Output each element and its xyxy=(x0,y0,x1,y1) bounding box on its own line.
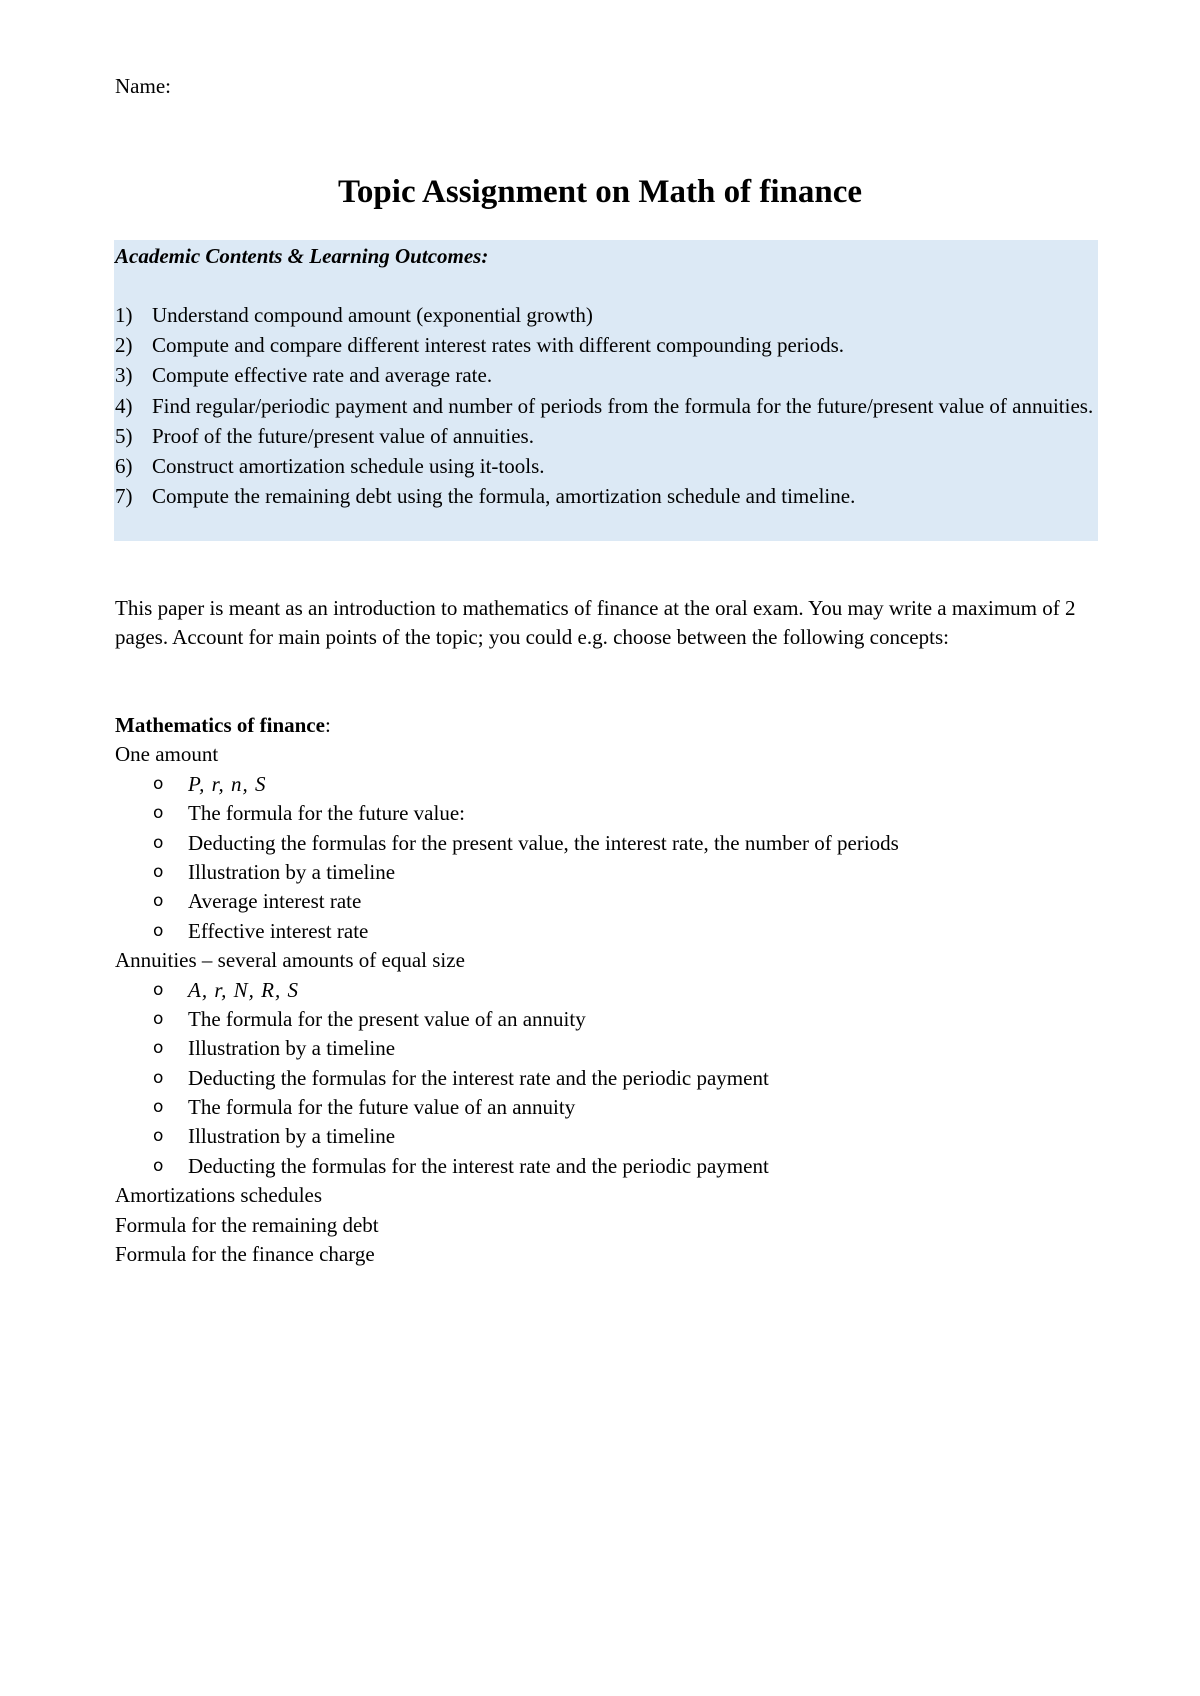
outcome-number: 4) xyxy=(115,393,133,418)
outcome-text: Proof of the future/present value of annuities. xyxy=(152,423,534,448)
outcomes-list xyxy=(114,300,1098,511)
list-item-text: Illustration by a timeline xyxy=(188,1036,396,1061)
list-item-text: The formula for the future value of an annuity xyxy=(188,1095,576,1120)
outcome-number: 7) xyxy=(115,484,133,509)
intro-paragraph: This paper is meant as an introduction to mathematics of finance at the oral exam. You may write a maximum of 2 pages. Account for main points of the topic; you could e.g. choose between the following concepts: xyxy=(115,596,1076,649)
finance-charge-label: Formula for the finance charge xyxy=(115,1242,375,1267)
outcome-item xyxy=(114,391,1098,421)
topics-heading: Mathematics of finance xyxy=(115,713,325,737)
list-item-text: The formula for the present value of an annuity xyxy=(188,1006,586,1031)
topics-list xyxy=(115,711,899,1269)
list-item xyxy=(115,917,899,946)
circle-bullet-icon: o xyxy=(153,1008,164,1029)
list-item-text: Average interest rate xyxy=(188,889,362,914)
list-item-text: Deducting the formulas for the interest rate and the periodic payment xyxy=(188,1065,769,1090)
circle-bullet-icon: o xyxy=(153,1038,164,1059)
list-item-text: The formula for the future value: xyxy=(188,801,465,826)
list-item xyxy=(115,976,899,1005)
circle-bullet-icon: o xyxy=(153,979,164,1000)
outcome-item xyxy=(114,330,1098,360)
list-item-text: Deducting the formulas for the interest rate and the periodic payment xyxy=(188,1153,769,1178)
annuities-label: Annuities – several amounts of equal size xyxy=(115,948,465,973)
outcome-number: 6) xyxy=(115,454,133,479)
topics-heading-row xyxy=(115,711,899,740)
circle-bullet-icon: o xyxy=(153,1155,164,1176)
list-item-text: Illustration by a timeline xyxy=(188,859,396,884)
list-item-text: Illustration by a timeline xyxy=(188,1124,396,1149)
outcome-number: 3) xyxy=(115,363,133,388)
circle-bullet-icon: o xyxy=(153,1126,164,1147)
outcome-item xyxy=(114,421,1098,451)
outcome-item xyxy=(114,360,1098,390)
variables-text: A, r, N, R, S xyxy=(188,977,300,1002)
list-item-text: Effective interest rate xyxy=(188,918,369,943)
circle-bullet-icon: o xyxy=(153,861,164,882)
outcome-text: Understand compound amount (exponential growth) xyxy=(152,303,593,327)
topics-heading-colon: : xyxy=(324,713,331,737)
list-item xyxy=(115,1093,899,1122)
circle-bullet-icon: o xyxy=(153,1067,164,1088)
outcome-item xyxy=(114,451,1098,481)
outcome-text: Compute effective rate and average rate. xyxy=(152,363,493,388)
list-item xyxy=(115,1005,899,1034)
list-item xyxy=(115,799,899,828)
page-title: Topic Assignment on Math of finance xyxy=(337,174,863,210)
list-item xyxy=(115,858,899,887)
outcome-number: 1) xyxy=(115,303,133,327)
list-item xyxy=(115,1152,899,1181)
outcome-item xyxy=(114,300,1098,330)
circle-bullet-icon: o xyxy=(153,1097,164,1118)
list-item xyxy=(115,770,899,799)
outcomes-heading: Academic Contents & Learning Outcomes: xyxy=(115,244,489,268)
outcome-item xyxy=(114,481,1098,511)
outcome-text: Compute the remaining debt using the formula, amortization schedule and timeline. xyxy=(152,484,856,509)
variables-text: P, r, n, S xyxy=(188,771,267,796)
list-item xyxy=(115,1064,899,1093)
circle-bullet-icon: o xyxy=(153,803,164,824)
outcome-text: Compute and compare different interest rates with different compounding periods. xyxy=(152,333,845,358)
list-item xyxy=(115,1034,899,1063)
list-item xyxy=(115,887,899,916)
amortization-label: Amortizations schedules xyxy=(115,1183,323,1208)
outcome-number: 2) xyxy=(115,333,133,358)
circle-bullet-icon: o xyxy=(153,773,164,794)
list-item xyxy=(115,829,899,858)
circle-bullet-icon: o xyxy=(153,920,164,941)
list-item-text: Deducting the formulas for the present value, the interest rate, the number of periods xyxy=(188,830,899,855)
outcome-number: 5) xyxy=(115,423,133,448)
circle-bullet-icon: o xyxy=(153,832,164,853)
outcome-text: Construct amortization schedule using it-tools. xyxy=(152,454,545,479)
name-label: Name: xyxy=(115,74,171,98)
outcome-text: Find regular/periodic payment and number of periods from the formula for the future/present value of annuities. xyxy=(152,393,1094,418)
circle-bullet-icon: o xyxy=(153,891,164,912)
one-amount-label: One amount xyxy=(115,742,219,767)
list-item xyxy=(115,1122,899,1151)
learning-outcomes-box xyxy=(114,240,1098,541)
remaining-debt-label: Formula for the remaining debt xyxy=(115,1212,379,1237)
